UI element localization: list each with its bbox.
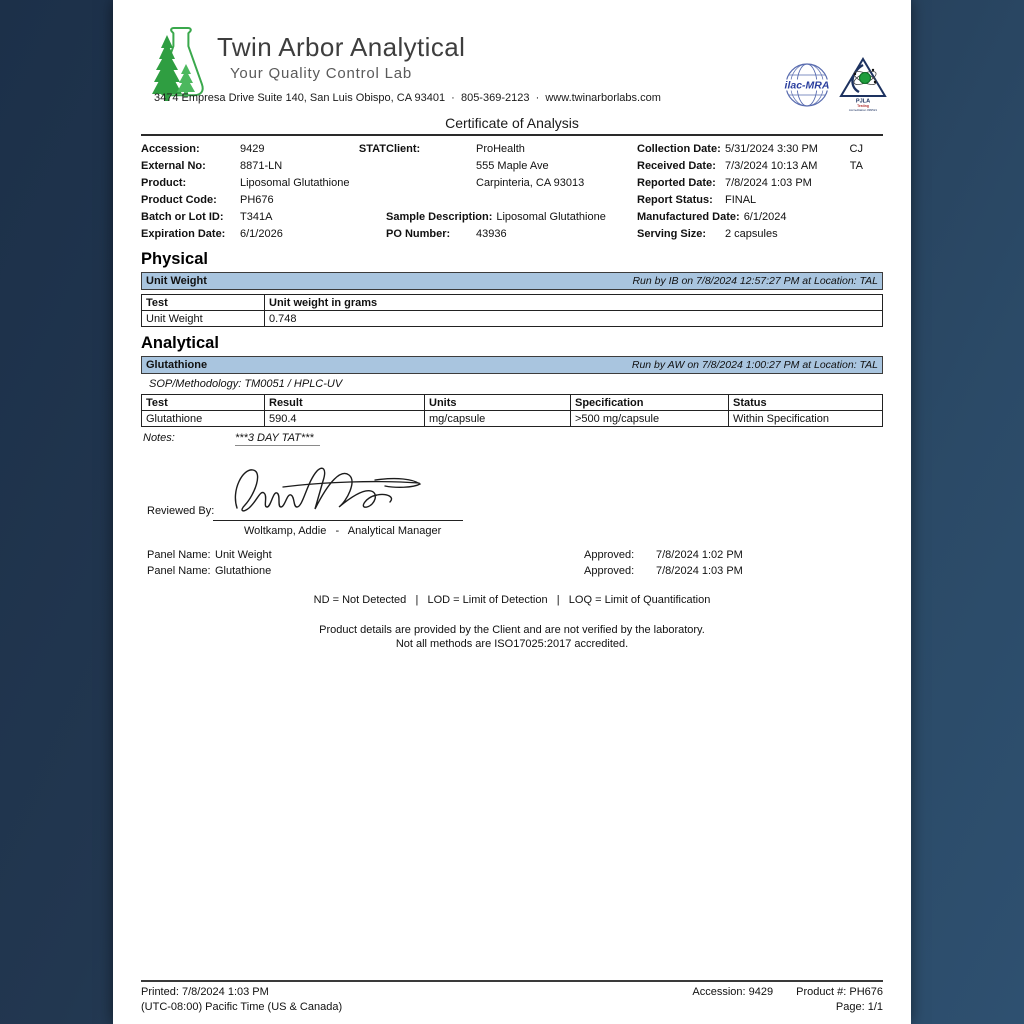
tech-initials: CJ bbox=[849, 143, 863, 155]
pjla-sub-text: Testing bbox=[857, 104, 869, 108]
printed-timestamp: Printed: 7/8/2024 1:03 PM bbox=[141, 986, 269, 998]
field-value: 9429 bbox=[240, 143, 265, 155]
field-value: 8871-LN bbox=[240, 160, 283, 172]
footer-timezone: (UTC-08:00) Pacific Time (US & Canada) bbox=[141, 1001, 343, 1013]
field-label bbox=[386, 158, 476, 175]
field-value: 7/3/2024 10:13 AM bbox=[725, 160, 818, 172]
physical-results-table bbox=[141, 294, 883, 327]
pjla-text: PJLA bbox=[855, 98, 871, 105]
approved-timestamp: 7/8/2024 1:02 PM bbox=[656, 549, 743, 561]
pjla-accreditation-text: Accreditation #99521 bbox=[848, 108, 878, 112]
notes-label: Notes: bbox=[143, 432, 175, 444]
field-value: ProHealth bbox=[476, 143, 525, 155]
table-row bbox=[142, 311, 883, 327]
lab-title-block bbox=[217, 32, 465, 82]
document-title: Certificate of Analysis bbox=[445, 115, 579, 131]
field-value: 6/1/2026 bbox=[240, 228, 283, 240]
ilac-mra-logo-icon bbox=[781, 63, 833, 112]
field-value: 6/1/2024 bbox=[743, 211, 787, 223]
info-row bbox=[141, 141, 883, 158]
field-value: 7/8/2024 1:03 PM bbox=[725, 177, 812, 189]
ilac-mra-text: ilac-MRA bbox=[784, 79, 830, 91]
info-row bbox=[141, 175, 883, 192]
disclaimer-line: Not all methods are ISO17025:2017 accredited. bbox=[395, 638, 629, 650]
company-tagline: Your Quality Control Lab bbox=[230, 65, 413, 82]
company-name: Twin Arbor Analytical bbox=[217, 32, 466, 62]
column-header: Result bbox=[265, 395, 425, 411]
sample-info-block bbox=[141, 141, 883, 243]
signature-line bbox=[213, 520, 463, 521]
run-note: Run by AW on 7/8/2024 1:00:27 PM at Location: TAL bbox=[631, 358, 878, 371]
field-label: PO Number: bbox=[386, 228, 451, 240]
column-header: Test bbox=[142, 295, 265, 311]
report-header bbox=[141, 0, 883, 112]
panel-name-value: Unit Weight bbox=[215, 549, 272, 561]
field-label: Report Status: bbox=[637, 194, 713, 206]
field-label bbox=[386, 192, 476, 209]
panel-name-value: Glutathione bbox=[215, 565, 272, 577]
info-row bbox=[141, 158, 883, 175]
accreditation-logos bbox=[781, 57, 889, 117]
reviewed-by-label: Reviewed By: bbox=[147, 505, 215, 517]
tech-initials: TA bbox=[849, 160, 863, 172]
column-header: Specification bbox=[571, 395, 729, 411]
column-header: Units bbox=[425, 395, 571, 411]
field-label: Accession: bbox=[141, 143, 200, 155]
approved-label: Approved: bbox=[584, 565, 635, 577]
field-label: Serving Size: bbox=[637, 228, 707, 240]
section-title-physical: Physical bbox=[141, 250, 208, 268]
field-value: 5/31/2024 3:30 PM bbox=[725, 143, 818, 155]
disclaimer-line: Product details are provided by the Client and are not verified by the laboratory. bbox=[319, 624, 705, 636]
field-value: 2 capsules bbox=[725, 228, 778, 240]
field-value: PH676 bbox=[240, 194, 274, 206]
panel-title: Unit Weight bbox=[146, 274, 207, 287]
field-label bbox=[386, 175, 476, 192]
column-header: Test bbox=[142, 395, 265, 411]
panel-approval-row bbox=[147, 548, 883, 564]
reviewer-name-title: Woltkamp, Addie - Analytical Manager bbox=[244, 525, 442, 537]
test-name-cell: Unit Weight bbox=[142, 311, 265, 327]
pjla-accreditation-logo-icon bbox=[837, 57, 889, 117]
footer-product: Product #: PH676 bbox=[796, 986, 883, 998]
panel-title: Glutathione bbox=[146, 358, 208, 371]
field-value: Carpinteria, CA 93013 bbox=[476, 177, 585, 189]
column-header: Unit weight in grams bbox=[265, 295, 883, 311]
field-label: Client: bbox=[386, 143, 421, 155]
field-value: Liposomal Glutathione bbox=[496, 211, 606, 223]
lab-address-line: 3474 Empresa Drive Suite 140, San Luis Obispo, CA 93401 · 805-369-2123 · www.twinarborlabs.com bbox=[154, 92, 661, 104]
sop-methodology: SOP/Methodology: TM0051 / HPLC-UV bbox=[149, 378, 343, 390]
field-label: Reported Date: bbox=[637, 177, 716, 189]
field-label: Product Code: bbox=[141, 194, 217, 206]
title-divider bbox=[141, 134, 883, 136]
field-value: T341A bbox=[240, 211, 273, 223]
disclaimer-text bbox=[141, 623, 883, 651]
field-value: 43936 bbox=[476, 228, 507, 240]
info-row bbox=[141, 226, 883, 243]
analytical-results-table bbox=[141, 394, 883, 427]
section-title-analytical: Analytical bbox=[141, 334, 219, 352]
stat-flag: STAT bbox=[358, 143, 386, 155]
run-note: Run by IB on 7/8/2024 12:57:27 PM at Location: TAL bbox=[632, 274, 878, 287]
column-header: Status bbox=[729, 395, 883, 411]
approved-timestamp: 7/8/2024 1:03 PM bbox=[656, 565, 743, 577]
field-label: Batch or Lot ID: bbox=[141, 211, 224, 223]
notes-row bbox=[141, 432, 883, 446]
field-label: Product: bbox=[141, 177, 187, 189]
field-value: Liposomal Glutathione bbox=[240, 177, 350, 189]
signature-block bbox=[141, 458, 883, 548]
status-cell: Within Specification bbox=[729, 411, 883, 427]
panel-name-label: Panel Name: bbox=[147, 549, 211, 561]
approved-label: Approved: bbox=[584, 549, 635, 561]
field-label: Expiration Date: bbox=[141, 228, 226, 240]
panel-header-glutathione bbox=[141, 356, 883, 374]
test-name-cell: Glutathione bbox=[142, 411, 265, 427]
certificate-page bbox=[113, 0, 911, 1024]
panel-approval-row bbox=[147, 564, 883, 580]
panel-header-unit-weight bbox=[141, 272, 883, 290]
notes-value: ***3 DAY TAT*** bbox=[235, 432, 320, 446]
field-label: Manufactured Date: bbox=[637, 211, 740, 223]
info-row bbox=[141, 209, 883, 226]
abbreviation-legend: ND = Not Detected | LOD = Limit of Detection | LOQ = Limit of Quantification bbox=[313, 594, 711, 606]
units-cell: mg/capsule bbox=[425, 411, 571, 427]
page-footer bbox=[141, 980, 883, 1015]
footer-accession: Accession: 9429 bbox=[692, 986, 774, 998]
field-label: Received Date: bbox=[637, 160, 716, 172]
panel-name-label: Panel Name: bbox=[147, 565, 211, 577]
field-label: Sample Description: bbox=[386, 211, 493, 223]
footer-page-number: Page: 1/1 bbox=[835, 1001, 883, 1013]
result-cell: 590.4 bbox=[265, 411, 425, 427]
result-cell: 0.748 bbox=[265, 311, 883, 327]
field-label: External No: bbox=[141, 160, 206, 172]
specification-cell: >500 mg/capsule bbox=[571, 411, 729, 427]
signature-image bbox=[227, 460, 427, 521]
table-row bbox=[142, 411, 883, 427]
info-row bbox=[141, 192, 883, 209]
field-value: 555 Maple Ave bbox=[476, 160, 549, 172]
field-value: FINAL bbox=[725, 194, 757, 206]
field-label: Collection Date: bbox=[637, 143, 721, 155]
